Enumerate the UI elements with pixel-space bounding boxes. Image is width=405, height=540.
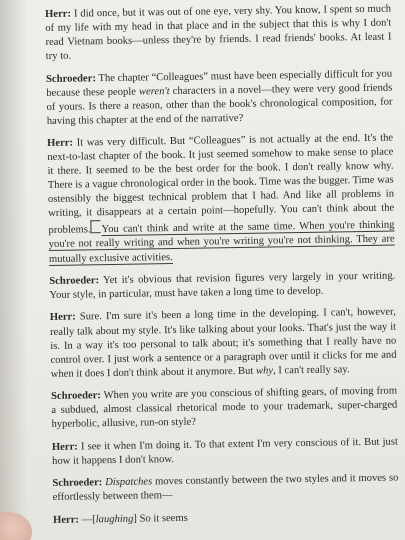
paragraph-text: I see it when I'm doing it. To that extent I'm very conscious of it. But just how it happens I don't know.	[52, 436, 398, 467]
speaker-label: Schroeder:	[49, 275, 100, 287]
paragraph-7	[52, 435, 398, 469]
book-title: Dispatches	[105, 476, 153, 489]
paragraph-2	[46, 67, 393, 129]
paragraph-6	[51, 385, 398, 433]
paragraph-text: moves constantly between the two styles and it moves so effortlessly between them—	[52, 472, 399, 504]
speaker-label: Herr:	[49, 312, 76, 324]
speaker-label: Herr:	[51, 441, 78, 453]
paragraph-9	[53, 508, 399, 527]
paragraph-text: The chapter “Colleagues” must have been especially difficult for you because these people	[46, 68, 393, 99]
interview-text	[45, 3, 399, 536]
paragraph-text: —[	[81, 513, 96, 526]
paragraph-text-continued: ] So it seems	[133, 512, 188, 525]
speaker-label: Schroeder:	[52, 477, 103, 490]
paragraph-1	[45, 3, 392, 65]
paragraph-text: It was very difficult. But “Colleagues” is not actually at the end. It's the next-to-last chapter of the book. It just seemed somehow to make sense to place it there. It seemed to be the best order for the book. I don't really know why. There is a vague chronological order in the book. Time was the bugger. Time was ostensibly the biggest technical problem that I had. And like all problems in writing, it disappears at a certain point—hopefully. You can't think about the problems.	[47, 132, 395, 237]
paragraph-4	[49, 270, 395, 304]
paragraph-text-continued: characters in a novel—they were very good friends of yours. Is there a reason, other than the book's chronological composition, for having this chapter at the end of the narrative?	[46, 82, 393, 127]
speaker-label: Herr:	[45, 8, 72, 20]
speaker-label: Herr:	[47, 137, 74, 150]
emphasis-text: laughing	[95, 513, 134, 525]
speaker-label: Herr:	[52, 514, 80, 526]
paragraph-text: Yet it's obvious that revision figures very largely in your writing. Your style, in particular, must have taken a long time to develop.	[49, 270, 396, 301]
paragraph-text-continued: , I can't really say.	[272, 363, 350, 377]
speaker-label: Schroeder:	[46, 72, 97, 85]
underlined-passage: You can't think and write at the same time. When you're thinking you're not really writing and when you're writing you're not thinking. They are mutually exclusive activities.	[48, 219, 395, 265]
handwritten-bracket-mark	[90, 221, 100, 234]
emphasis-text: why	[255, 365, 274, 377]
paragraph-text: When you write are you conscious of shifting gears, of moving from a subdued, almost classical rhetorical mode to your trademark, super-charged hyperbolic, allusive, run-on style?	[51, 385, 398, 431]
paragraph-text: I did once, but it was out of one eye, very shy. You know, I spent so much of my life with my head in that place and in the subject that this is why I don't read Vietnam books—unless they're by friends. I read friends' books. At least I try to.	[45, 3, 392, 63]
speaker-label: Schroeder:	[51, 390, 102, 403]
paragraph-3	[47, 132, 395, 267]
page-fold-shadow	[0, 0, 28, 540]
emphasis-text: weren't	[138, 85, 170, 98]
paragraph-5	[50, 306, 397, 382]
paragraph-text: Sure. I'm sure it's been a long time in the developing. I can't, however, really talk about my style. It's like talking about your looks. That's just the way it is. In a way it's too personal to talk about; it's something that I really have no control over. I just work a sentence or a paragraph over until it clicks for me and when it does I don't think about it anymore. But	[50, 306, 397, 380]
paragraph-8	[52, 472, 398, 506]
